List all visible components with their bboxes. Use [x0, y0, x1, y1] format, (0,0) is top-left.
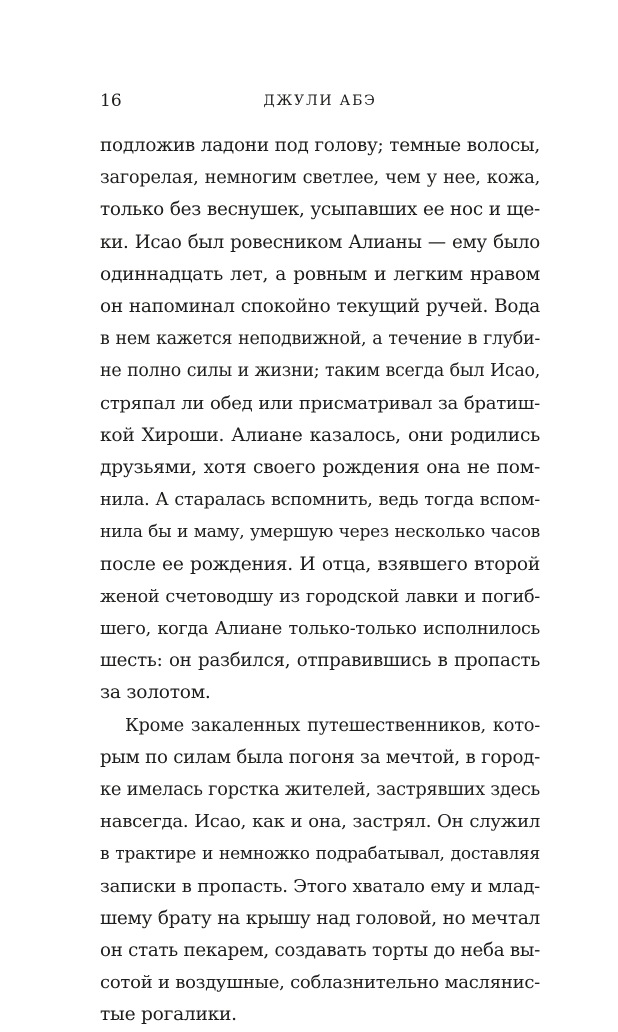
text-line: одиннадцать лет, а ровным и легким нравом: [100, 263, 540, 285]
text-line: тые рогалики.: [100, 1004, 237, 1026]
text-line: нила. А старалась вспомнить, ведь тогда вспом-: [100, 490, 540, 511]
text-line: подложив ладони под голову; темные волосы,: [100, 135, 540, 156]
text-line: за золотом.: [100, 682, 211, 704]
paragraph-2: [100, 710, 540, 1032]
text-line: не полно силы и жизни; таким всегда был Исао,: [100, 361, 540, 382]
text-line: кой Хироши. Алиане казалось, они родились: [100, 424, 540, 446]
text-line: друзьями, хотя своего рождения она не пом-: [100, 457, 540, 479]
text-line: навсегда. Исао, как и она, застрял. Он служил: [100, 811, 540, 833]
text-line: он напоминал спокойно текущий ручей. Вода: [100, 296, 540, 318]
text-line: сотой и воздушные, соблазнительно маслянис-: [100, 972, 540, 994]
text-line: рым по силам была погоня за мечтой, в город-: [100, 746, 540, 768]
text-line: ки. Исао был ровесником Алианы — ему было: [100, 231, 540, 253]
text-line: женой счетоводшу из городской лавки и погиб-: [100, 586, 540, 607]
text-line: после ее рождения. И отца, взявшего второй: [100, 553, 540, 575]
paragraph-1: [100, 130, 540, 710]
text-line: стряпал ли обед или присматривал за братиш-: [100, 392, 540, 414]
text-line: в нем кажется неподвижной, а течение в глуби-: [100, 329, 540, 350]
body-text: [100, 130, 540, 1032]
running-head: [100, 86, 540, 116]
text-line: нила бы и маму, умершую через несколько часов: [100, 522, 540, 543]
text-line: он стать пекарем, создавать торты до неба вы-: [100, 940, 540, 962]
text-line: шесть: он разбился, отправившись в пропасть: [100, 650, 540, 672]
text-line: шего, когда Алиане только-только исполнилось: [100, 619, 540, 640]
text-line: шему брату на крышу над головой, но мечтал: [100, 907, 540, 929]
page-number: 16: [100, 91, 122, 111]
text-line: в трактире и немножко подрабатывал, доставляя: [100, 844, 540, 865]
text-line: записки в пропасть. Этого хватало ему и млад-: [100, 875, 540, 897]
text-line: Кроме закаленных путешественников, кото-: [125, 714, 540, 736]
running-head-author: ДЖУЛИ АБЭ: [263, 93, 377, 109]
text-line: загорелая, немногим светлее, чем у нее, кожа,: [100, 167, 540, 189]
text-line: только без веснушек, усыпавших ее нос и ще-: [100, 199, 540, 221]
text-line: ке имелась горстка жителей, застрявших здесь: [100, 779, 540, 801]
